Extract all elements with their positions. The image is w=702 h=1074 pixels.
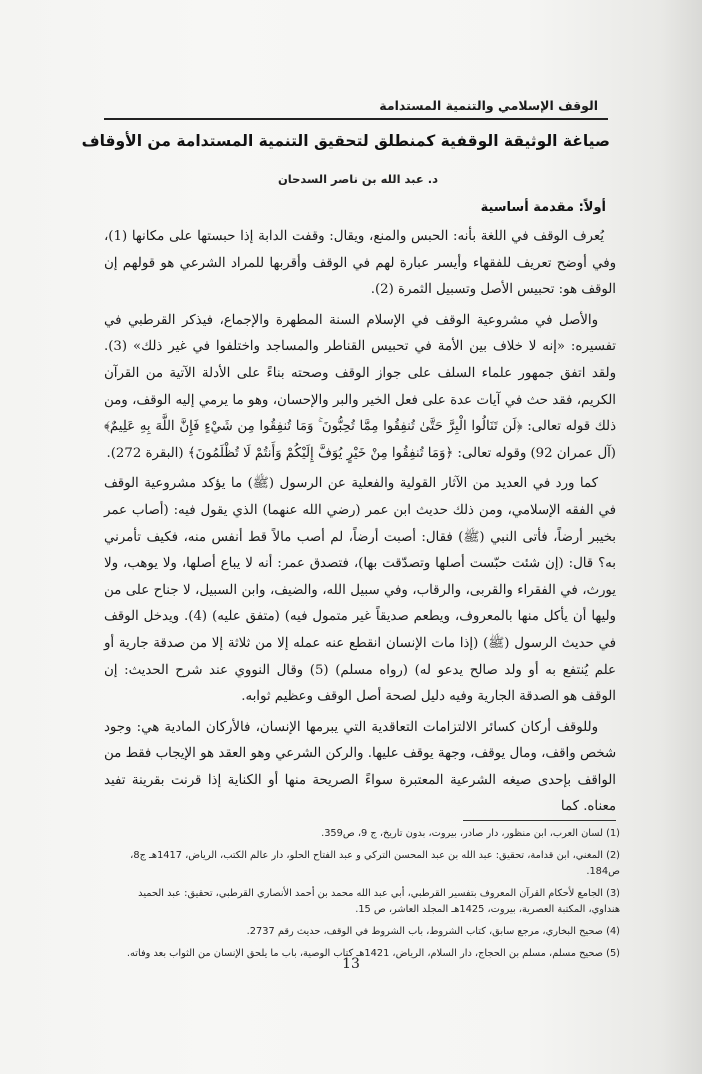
footnote: (4) صحيح البخاري، مرجع سابق، كتاب الشروط، باب الشروط في الوقف، حديث رقم 2737. [246, 926, 620, 937]
running-header: الوقف الإسلامي والتنمية المستدامة [379, 98, 598, 113]
page-number: 13 [342, 956, 360, 972]
header-rule [104, 118, 608, 120]
paragraph: وللوقف أركان كسائر الالتزامات التعاقدية التي يبرمها الإنسان، فالأركان المادية هي: وجود شخص واقف، ومال يوقف، وجهة يوقف عليها. والركن الشرعي وهو العقد هو الإيجاب فقط من الواقف بإحدى صيغه الشرعية المعتبرة سواءً الصريحة منها أو الكناية إذا قرنت بقرينة تفيد معناه. كما [104, 719, 616, 815]
article-title: صياغة الوثيقة الوقفية كمنطلق لتحقيق التنمية المستدامة من الأوقاف [81, 132, 610, 150]
paragraph: كما ورد في العديد من الآثار القولية والفعلية عن الرسول (ﷺ) ما يؤكد مشروعية الوقف في الفقه الإسلامي، ومن ذلك حديث ابن عمر (رضي الله عنهما) الذي يقول فيه: (أصاب عمر بخيبر أرضاً، فأتى النبي (ﷺ) فقال: أصبت أرضاً، لم أصب مالاً قط أنفس منه، فكيف تأمرني به؟ قال: (إن شئت حبّست أصلها وتصدّقت بها)، فتصدق عمر: أنه لا يباع أصلها، ولا يوهب، ولا يورث، في الفقراء والقربى، والرقاب، وفي سبيل الله، والضيف، وابن السبيل، لا جناح على من وليها أن يأكل منها بالمعروف، ويطعم صديقاً غير متمول فيه) (متفق عليه) (4). ويدخل الوقف في حديث الرسول (ﷺ) (إذا مات الإنسان انقطع عنه عمله إلا من ثلاثة إلا من صدقة جارية أو علم يُنتفع به أو ولد صالح يدعو له) (رواه مسلم) (5) وقال النووي عند شرح الحديث: إن الوقف هو الصدقة الجارية وفيه دليل لصحة أصل الوقف وعظيم ثوابه. [104, 476, 616, 705]
footnote: (5) صحيح مسلم، مسلم بن الحجاج، دار السلام، الرياض، 1421هـ كتاب الوصية، باب ما يلحق الإنسان من الثواب بعد وفاته. [126, 948, 620, 959]
section-heading: أولاً: مقدمة أساسية [480, 200, 606, 215]
footnotes [104, 826, 620, 968]
body-text [104, 224, 616, 825]
paragraph: والأصل في مشروعية الوقف في الإسلام السنة المطهرة والإجماع، فيذكر القرطبي في تفسيره: «إنه لا خلاف بين الأمة في تحبيس القناطر والمساجد واختلفوا في غير ذلك» (3). ولقد اتفق جمهور علماء السلف على جواز الوقف وصحته بناءً على الأدلة الآتية من القرآن الكريم، فقد حث في آيات عدة على فعل الخير والبر والإحسان، وهو ما يرمي إليه الوقف، ومن ذلك قوله تعالى: ﴿لَن تَنَالُوا الْبِرَّ حَتَّىٰ تُنفِقُوا مِمَّا تُحِبُّونَ ۚ وَمَا تُنفِقُوا مِن شَيْءٍ فَإِنَّ اللَّهَ بِهِ عَلِيمٌ﴾ (آل عمران 92) وقوله تعالى: ﴿وَمَا تُنفِقُوا مِنْ خَيْرٍ يُوَفَّ إِلَيْكُمْ وَأَنتُمْ لَا تُظْلَمُونَ﴾ (البقرة 272). [104, 312, 616, 461]
footnote: (3) الجامع لأحكام القرآن المعروف بتفسير القرطبي، أبي عبد الله محمد بن أحمد الأنصاري القرطبي، تحقيق: عبد الحميد هنداوي، المكتبة العصرية، بيروت، 1425هـ المجلد العاشر، ص 15. [138, 888, 620, 915]
author-name: د. عبد الله بن ناصر السدحان [277, 172, 438, 186]
footnote: (2) المغني، ابن قدامة، تحقيق: عبد الله بن عبد المحسن التركي و عبد الفتاح الحلو، دار عالم الكتب، الرياض، 1417هـ ج8، ص184. [130, 850, 620, 877]
footnote: (1) لسان العرب، ابن منظور، دار صادر، بيروت، بدون تاريخ، ج 9، ص359. [321, 828, 620, 839]
footnote-separator [463, 820, 616, 821]
paragraph: يُعرف الوقف في اللغة بأنه: الحبس والمنع، ويقال: وقفت الدابة إذا حبستها على مكانها (1)، وفي أوضح تعريف للفقهاء وأيسر عبارة لهم في الوقف وأقربها للمراد الشرعي هو قولهم إن الوقف هو: تحبيس الأصل وتسبيل الثمرة (2). [104, 229, 616, 298]
